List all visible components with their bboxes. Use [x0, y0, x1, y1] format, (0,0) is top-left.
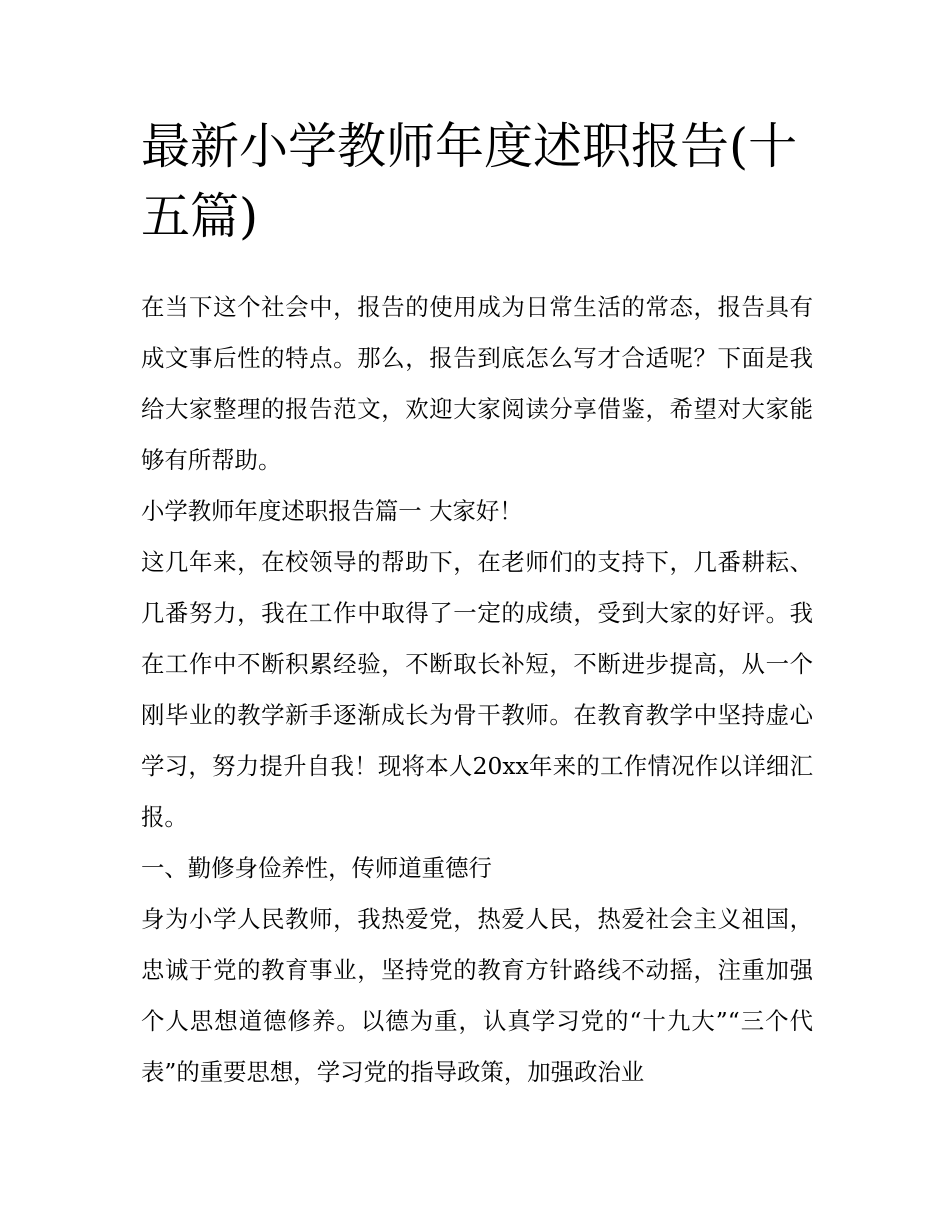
subheading-1: 一、勤修身俭养性，传师道重德行	[141, 854, 492, 882]
document-body	[141, 112, 813, 1098]
intro-paragraph: 在当下这个社会中，报告的使用成为日常生活的常态，报告具有成文事后性的特点。那么，报告到底怎么写才合适呢？下面是我给大家整理的报告范文，欢迎大家阅读分享借鉴，希望对大家能够有所帮助。	[141, 293, 813, 474]
body-paragraph-1: 这几年来，在校领导的帮助下，在老师们的支持下，几番耕耘、几番努力，我在工作中取得了一定的成绩，受到大家的好评。我在工作中不断积累经验，不断取长补短，不断进步提高，从一个刚毕业的教学新手逐渐成长为骨干教师。在教育教学中坚持虚心学习，努力提升自我！现将本人20xx年来的工作情况作以详细汇报。	[141, 548, 813, 831]
body-paragraph-2: 身为小学人民教师，我热爱党，热爱人民，热爱社会主义祖国，忠诚于党的教育事业，坚持党的教育方针路线不动摇，注重加强个人思想道德修养。以德为重，认真学习党的“十九大”“三个代表”的重要思想，学习党的指导政策，加强政治业	[141, 905, 813, 1086]
document-title: 最新小学教师年度述职报告(十五篇)	[141, 118, 798, 245]
section-heading: 小学教师年度述职报告篇一 大家好！	[141, 497, 523, 525]
